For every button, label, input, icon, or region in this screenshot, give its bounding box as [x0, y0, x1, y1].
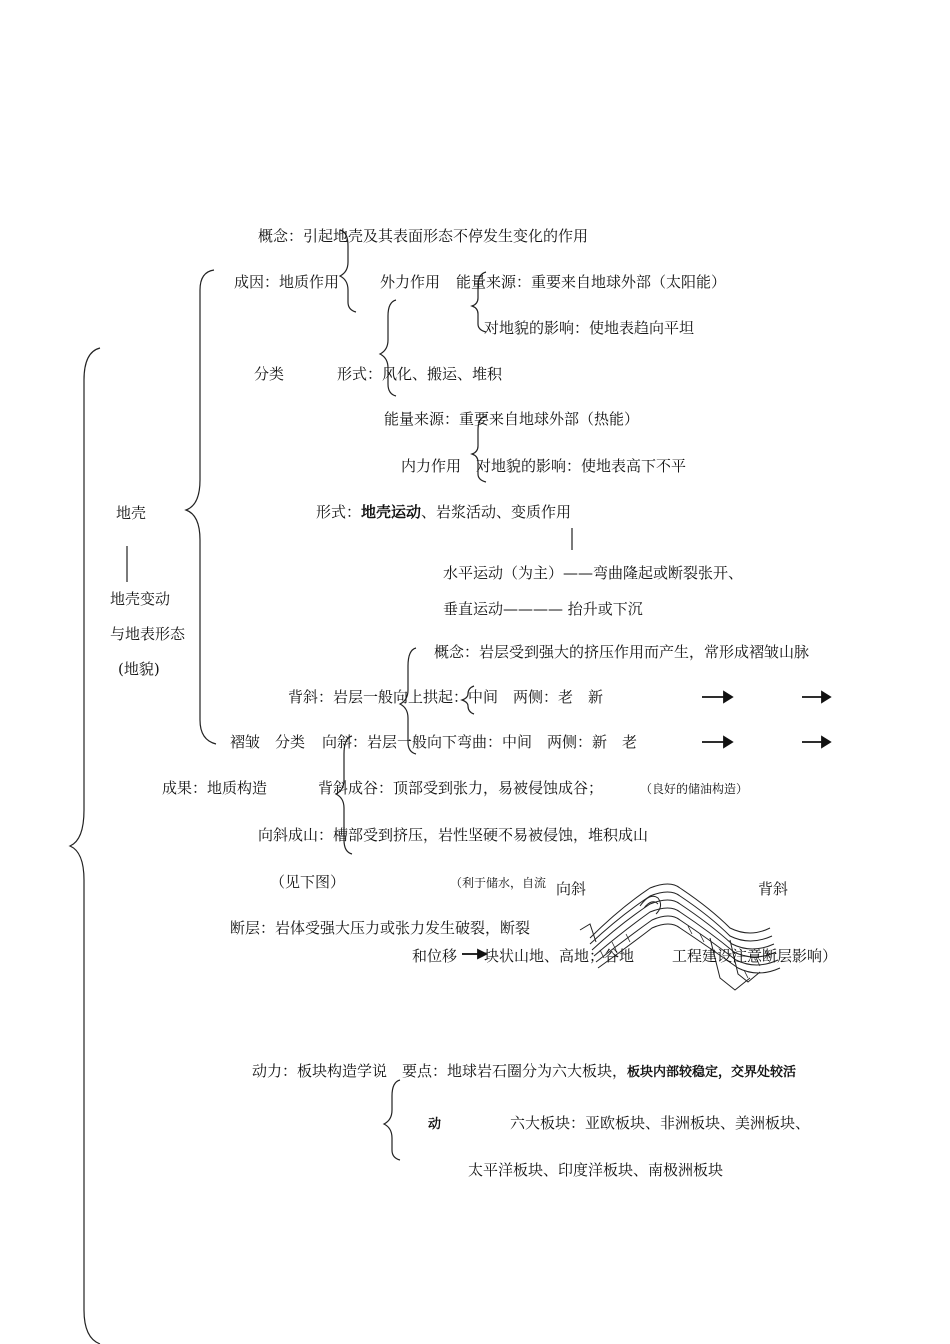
- external-label: 外力作用: [380, 273, 441, 291]
- crust-title: 地壳: [116, 504, 147, 522]
- syncline-text: 向斜：岩层一般向下弯曲：中间 两侧：新 老: [322, 733, 638, 751]
- fault-line2a: 和位移: [412, 947, 458, 965]
- fold-diagram-illustration: [560, 878, 790, 998]
- plate-line1-text: 动力：板块构造学说 要点：地球岩石圈分为六大板块，: [252, 1062, 628, 1080]
- horizontal-movement: 水平运动（为主）——弯曲隆起或断裂张开、: [443, 564, 744, 582]
- fault-line2c: 工程建设注意断层影响）: [672, 947, 838, 965]
- arrow-head: [724, 692, 732, 702]
- syncline-mountain: 向斜成山：槽部受到挤压，岩性坚硬不易被侵蚀，堆积成山: [258, 826, 649, 844]
- arrow-head: [822, 692, 830, 702]
- fold-concept: 概念：岩层受到强大的挤压作用而产生，常形成褶皱山脉: [434, 643, 810, 661]
- plate-brace: [384, 1080, 400, 1160]
- internal-form-prefix: 形式：: [316, 503, 362, 521]
- classify-label: 分类: [254, 365, 285, 383]
- anticline-note: （良好的储油构造）: [640, 782, 749, 796]
- internal-energy: 能量来源：重要来自地球外部（热能）: [384, 410, 640, 428]
- anticline-valley: 背斜成谷：顶部受到张力，易被侵蚀成谷；: [318, 779, 604, 797]
- internal-form: [316, 505, 571, 520]
- fold-label: 褶皱 分类: [230, 733, 306, 751]
- left-title-line1: 地壳变动: [110, 590, 171, 608]
- plate-line2: 六大板块：亚欧板块、非洲板块、美洲板块、: [510, 1114, 811, 1132]
- internal-label: 内力作用: [401, 457, 462, 475]
- anticline-text: 背斜：岩层一般向上拱起：中间 两侧：老 新: [288, 688, 604, 706]
- outer-brace: [70, 348, 100, 1344]
- result-text: 成果：地质构造: [162, 779, 268, 797]
- internal-form-rest: 、岩浆活动、变质作用: [421, 503, 572, 521]
- see-below: （见下图）: [270, 873, 346, 891]
- cause-text: 成因：地质作用: [234, 273, 340, 291]
- diagram-label-anticline: 背斜: [758, 880, 789, 898]
- external-form: 形式：风化、搬运、堆积: [337, 365, 503, 383]
- plate-line1: [252, 1064, 796, 1079]
- arrow-head: [822, 737, 830, 747]
- fault-line1: 断层：岩体受强大压力或张力发生破裂，断裂: [230, 919, 531, 937]
- external-effect: 对地貌的影响：使地表趋向平坦: [484, 319, 695, 337]
- concept-text: 概念：引起地壳及其表面形态不停发生变化的作用: [258, 227, 589, 245]
- internal-effect: 对地貌的影响：使地表高下不平: [476, 457, 687, 475]
- syncline-note: （利于储水，自流: [450, 876, 547, 890]
- plate-line1-bold: 板块内部较稳定，交界处较活: [627, 1065, 797, 1080]
- left-title-line2: 与地表形态: [110, 625, 186, 643]
- external-energy: 能量来源：重要来自地球外部（太阳能）: [456, 273, 727, 291]
- left-title-line3: (地貌): [118, 660, 160, 678]
- plate-line3: 太平洋板块、印度洋板块、南极洲板块: [468, 1161, 724, 1179]
- diagram-label-syncline: 向斜: [556, 880, 587, 898]
- fault-line2b: 块状山地、高地；谷地: [484, 947, 635, 965]
- arrow-head: [724, 737, 732, 747]
- vertical-movement: 垂直运动———— 抬升或下沉: [443, 600, 643, 618]
- plate-bold2: 动: [428, 1117, 442, 1132]
- crust-movement-bold: 地壳运动: [361, 503, 422, 521]
- crust-brace: [186, 270, 216, 744]
